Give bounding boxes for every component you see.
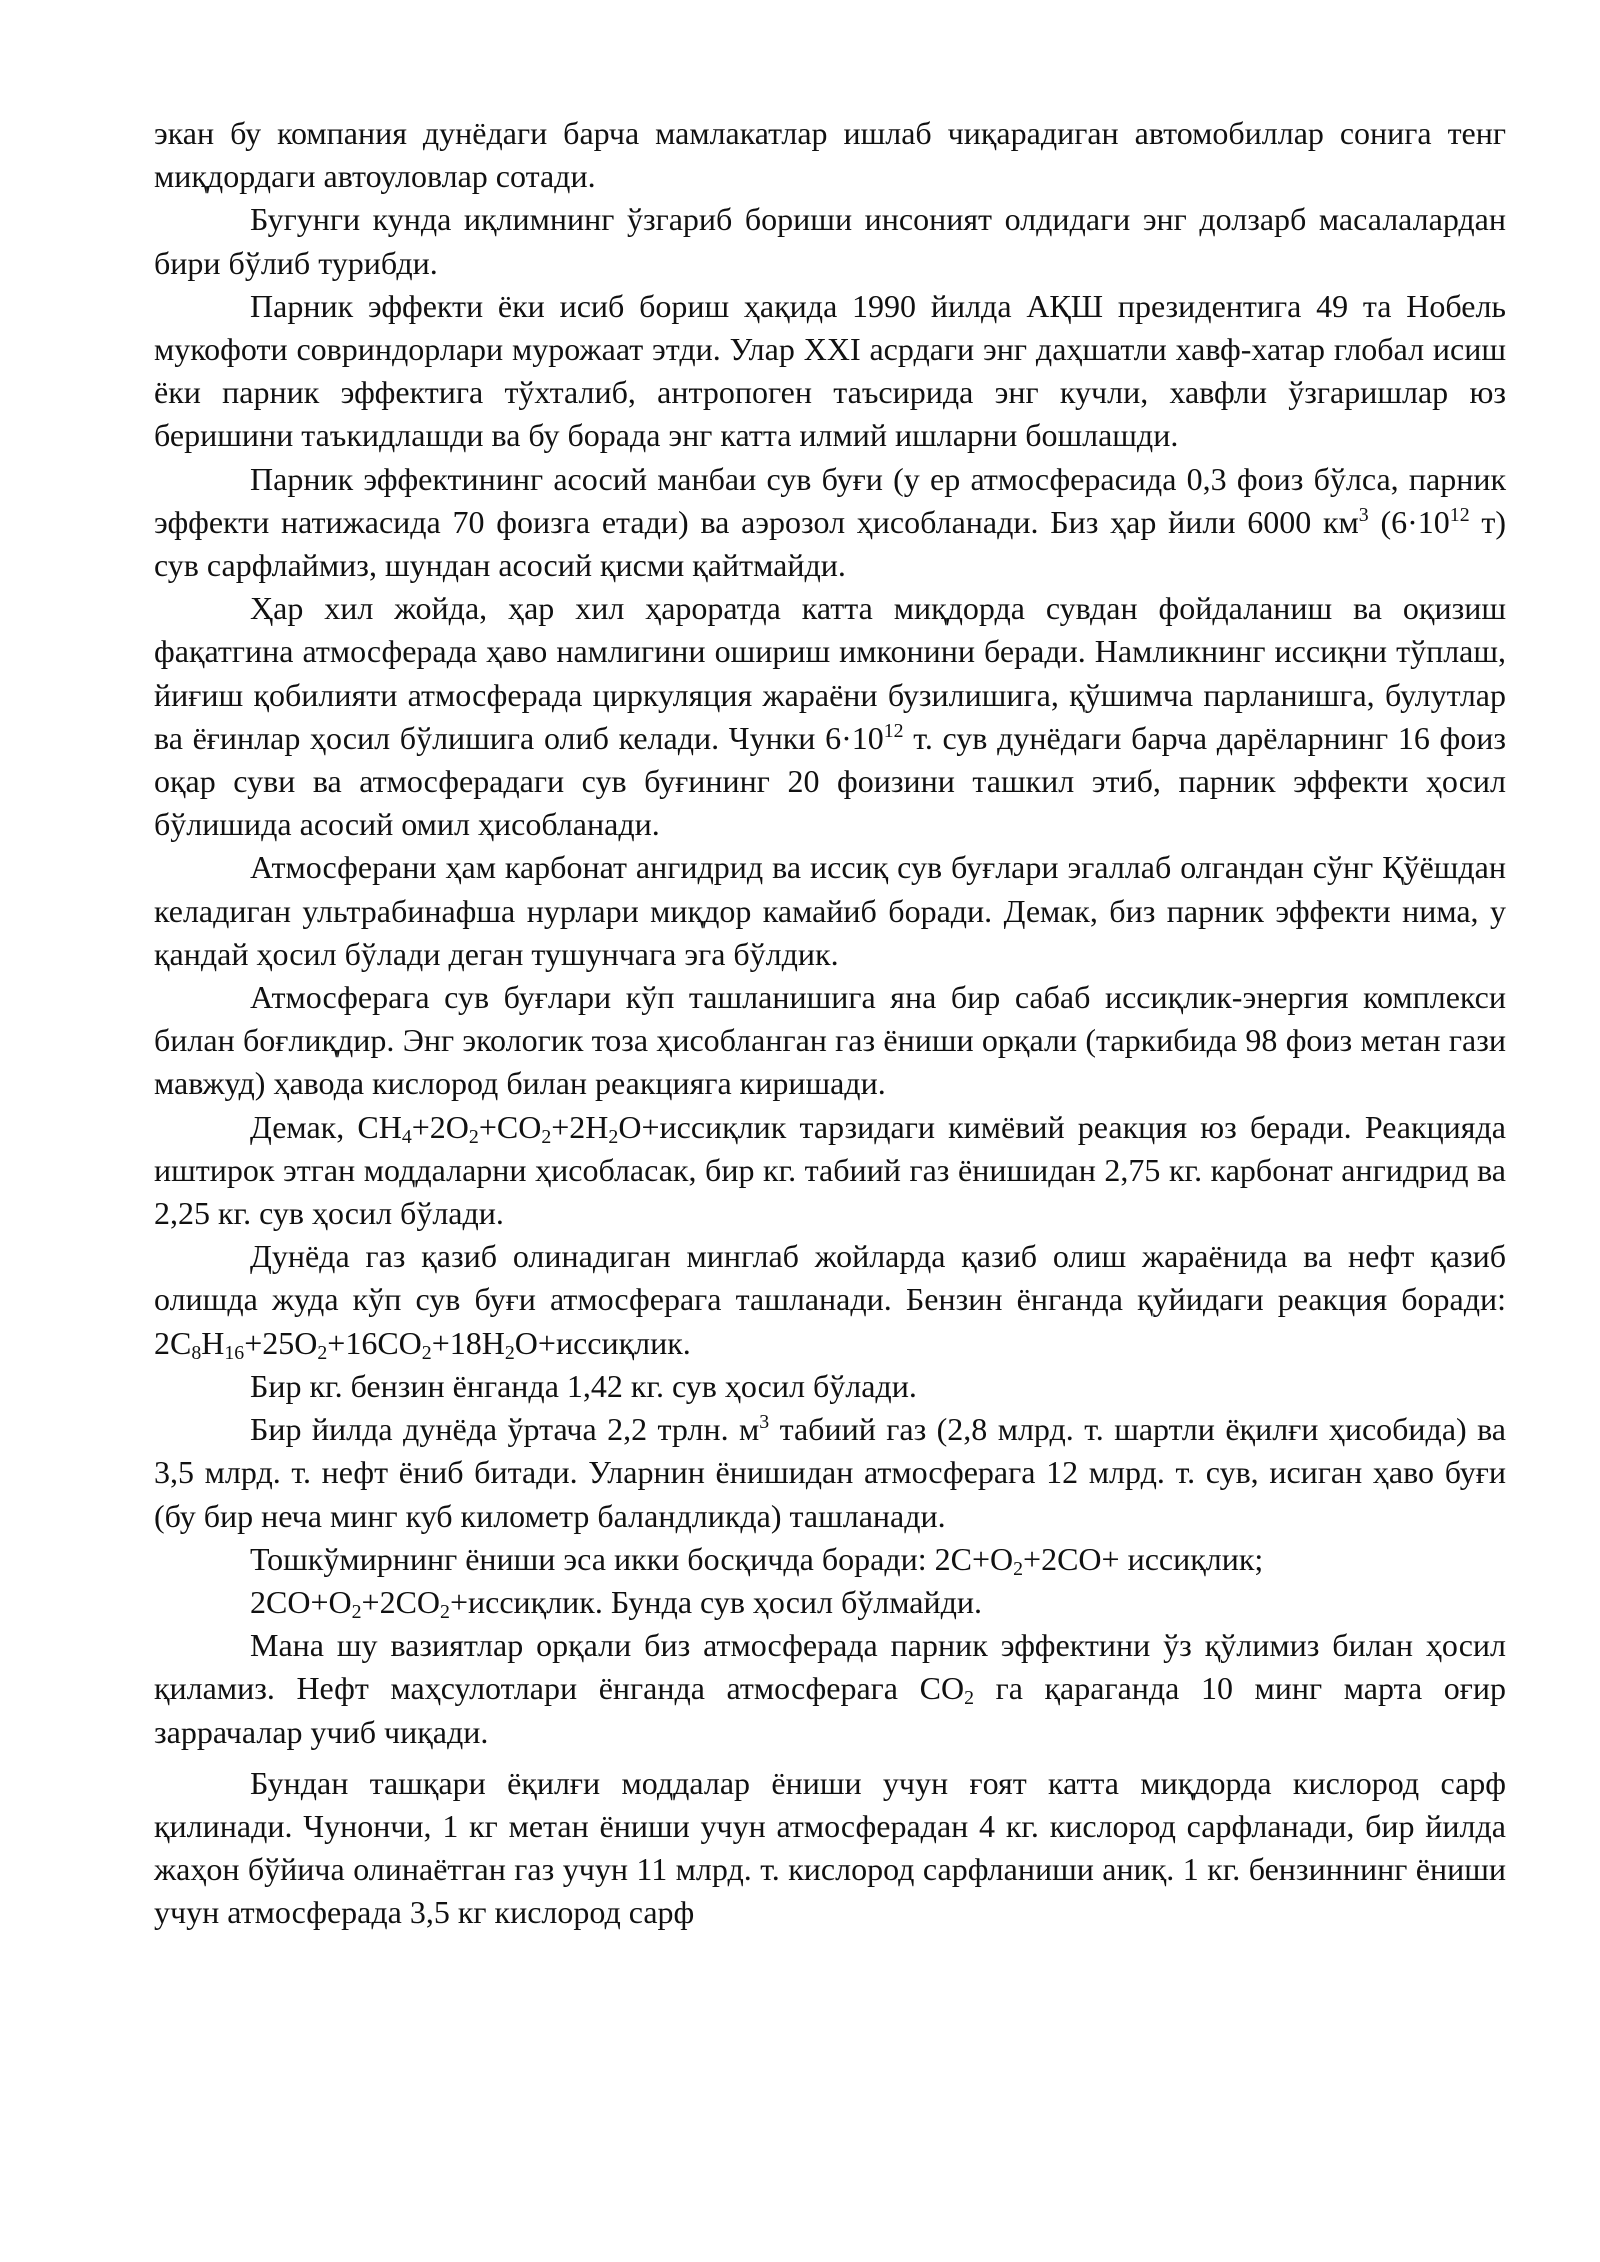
text-run: Атмосферага сув буғлари кўп ташланишига яна бир сабаб иссиқлик-энергия комплекси билан боғлиқдир. Энг экологик тоза ҳисобланган газ ёниши орқали (таркибида 98 фоиз метан гази мавжуд) ҳавода кислород билан реакцияга киришади.: [154, 979, 1506, 1102]
text-run: Атмосферани ҳам карбонат ангидрид ва иссиқ сув буғлари эгаллаб олгандан сўнг Қўёшдан келадиган ультрабинафша нурлари миқдор камайиб боради. Демак, биз парник эффекти нима, у қандай ҳосил бўлади деган тушунчага эга бўлдик.: [154, 849, 1506, 972]
text-run: +2O: [411, 1108, 469, 1145]
superscript: 12: [883, 719, 904, 742]
text-run: +25O: [244, 1324, 318, 1361]
paragraph-p15: [154, 1762, 1506, 1935]
text-run: +2H: [551, 1108, 609, 1145]
subscript: 2: [468, 1125, 479, 1148]
subscript: 4: [401, 1125, 412, 1148]
paragraph-p2: [154, 198, 1506, 284]
paragraph-p1: [154, 112, 1506, 198]
superscript: 12: [1449, 503, 1470, 526]
subscript: 2: [504, 1341, 515, 1364]
text-run: экан бу компания дунёдаги барча мамлакатлар ишлаб чиқарадиган автомобиллар сонига тенг миқдордаги автоуловлар сотади.: [154, 115, 1506, 195]
text-run: Тошкўмирнинг ёниши эса икки босқичда боради: 2C+O: [250, 1540, 1014, 1577]
paragraph-p6: [154, 846, 1506, 976]
text-run: Демак, CH: [250, 1108, 402, 1145]
paragraph-p8: [154, 1106, 1506, 1236]
text-run: га қараганда 10 минг марта оғир заррачалар учиб чиқади.: [154, 1670, 1507, 1750]
superscript: 3: [1358, 503, 1369, 526]
text-run: т. сув дунёдаги барча дарёларнинг 16 фоиз оқар суви ва атмосферадаги сув буғининг 20 фоизини ташкил этиб, парник эффекти ҳосил бўлишида асосий омил ҳисобланади.: [154, 719, 1507, 843]
paragraph-p3: [154, 285, 1506, 458]
text-run: табиий газ (2,8 млрд. т. шартли ёқилғи ҳисобида) ва 3,5 млрд. т. нефт ёниб битади. Уларнин ёнишидан атмосферага 12 млрд. т. сув, исиган ҳаво буғи (бу бир неча минг куб километр баландликда) ташланади.: [154, 1411, 1507, 1534]
text-run: O+иссиқлик тарзидаги кимёвий реакция юз беради. Реакцияда иштирок этган моддаларни ҳисобласак, бир кг. табиий газ ёнишидан 2,75 кг. карбонат ангидрид ва 2,25 кг. сув ҳосил бўлади.: [154, 1108, 1507, 1232]
text-run: O+иссиқлик.: [514, 1324, 691, 1361]
paragraph-p4: [154, 458, 1506, 588]
subscript: 8: [191, 1341, 202, 1364]
text-run: +18H: [431, 1324, 505, 1361]
text-run: Бугунги кунда иқлимнинг ўзгариб бориши инсоният олдидаги энг долзарб масалалардан бири бўлиб турибди.: [154, 201, 1506, 281]
text-run: Ҳар хил жойда, ҳар хил ҳароратда катта миқдорда сувдан фойдаланиш ва оқизиш фақатгина атмосферада ҳаво намлигини ошириш имконини беради. Намликнинг иссиқни тўплаш, йиғиш қобилияти атмосферада циркуляция жараёни бузилишига, қўшимча парланишга, булутлар ва ёғинлар ҳосил бўлишига олиб келади. Чунки 6·10: [154, 590, 1506, 756]
subscript: 2: [1013, 1557, 1024, 1580]
paragraph-p9: [154, 1235, 1506, 1365]
subscript: 2: [317, 1341, 328, 1364]
text-run: Мана шу вазиятлар орқали биз атмосферада парник эффектини ўз қўлимиз билан ҳосил қиламиз. Нефт маҳсулотлари ёнганда атмосферага CO: [154, 1627, 1506, 1707]
subscript: 2: [421, 1341, 432, 1364]
paragraph-p11: [154, 1408, 1506, 1538]
text-run: Парник эффекти ёки исиб бориш ҳақида 1990 йилда АҚШ президентига 49 та Нобель мукофоти совриндорлари мурожаат этди. Улар XXI асрдаги энг даҳшатли хавф-хатар глобал исиш ёки парник эффектига тўхталиб, антропоген таъсирида энг кучли, хавфли ўзгаришлар юз беришини таъкидлашди ва бу борада энг катта илмий ишларни бошлашди.: [154, 287, 1506, 454]
text-run: т) сув сарфлаймиз, шундан асосий қисми қайтмайди.: [154, 503, 1507, 584]
text-run: Бундан ташқари ёқилғи моддалар ёниши учун ғоят катта миқдорда кислород сарф қилинади. Чунончи, 1 кг метан ёниши учун атмосферадан 4 кг. кислород сарфланади, бир йилда жаҳон бўйича олинаётган газ учун 11 млрд. т. кислород сарфланиши аниқ. 1 кг. бензиннинг ёниши учун атмосферада 3,5 кг кислород сарф: [154, 1764, 1506, 1931]
text-run: Бир йилда дунёда ўртача 2,2 трлн. м: [250, 1411, 760, 1448]
text-run: 2CO+O: [250, 1583, 352, 1620]
superscript: 3: [759, 1411, 770, 1434]
text-run: +иссиқлик. Бунда сув ҳосил бўлмайди.: [449, 1583, 983, 1620]
subscript: 2: [440, 1600, 450, 1623]
subscript: 2: [541, 1125, 552, 1148]
text-run: +2CO+ иссиқлик;: [1023, 1540, 1264, 1577]
text-run: Бир кг. бензин ёнганда 1,42 кг. сув ҳосил бўлади.: [250, 1367, 917, 1404]
text-run: +CO: [478, 1108, 542, 1145]
text-run: +16CO: [327, 1324, 422, 1361]
text-run: Дунёда газ қазиб олинадиган минглаб жойларда қазиб олиш жараёнида ва нефт қазиб олишда жуда кўп сув буғи атмосферага ташланади. Бензин ёнганда қуйидаги реакция боради: 2C: [154, 1238, 1506, 1361]
paragraph-p13: [154, 1581, 1506, 1624]
paragraph-p12: [154, 1538, 1506, 1581]
paragraph-p7: [154, 976, 1506, 1106]
paragraph-p10: [154, 1365, 1506, 1408]
subscript: 16: [224, 1341, 245, 1364]
subscript: 2: [351, 1600, 362, 1623]
text-run: H: [201, 1324, 225, 1361]
text-run: +2CO: [361, 1583, 441, 1620]
subscript: 2: [608, 1125, 619, 1148]
document-page: [154, 112, 1506, 1935]
text-run: (6·10: [1368, 503, 1450, 540]
text-run: Парник эффектининг асосий манбаи сув буғи (у ер атмосферасида 0,3 фоиз бўлса, парник эффекти натижасида 70 фоизга етади) ва аэрозол ҳисобланади. Биз ҳар йили 6000 км: [154, 460, 1506, 540]
paragraph-p5: [154, 587, 1506, 846]
subscript: 2: [964, 1687, 974, 1710]
paragraph-p14: [154, 1624, 1506, 1754]
